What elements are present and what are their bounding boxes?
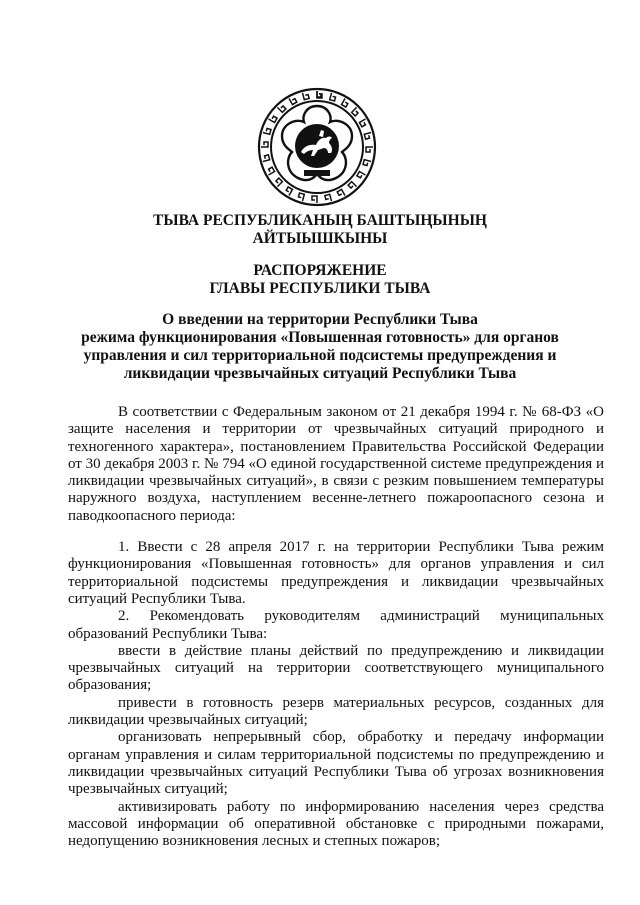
- preamble-paragraph: В соответствии с Федеральным законом от 21 декабря 1994 г. № 68-ФЗ «О защите населения и территории от чрезвычайных ситуаций природного и техногенного характера», постановлением Правительства Российской Федерации от 30 декабря 2003 г. № 794 «О единой государственной системе предупреждения и ликвидации чрезвычайных ситуаций», в связи с резким повышением температуры наружного воздуха, наступлением весенне-летнего пожароопасного сезона и паводкоопасного периода:: [68, 404, 604, 524]
- item-1-paragraph: 1. Ввести с 28 апреля 2017 г. на территории Республики Тыва режим функционирования «Повышенная готовность» для органов управления и сил территориальной подсистемы предупреждения и ликвидации чрезвычайных ситуаций Республики Тыва.: [68, 539, 604, 607]
- subitem-paragraph: ввести в действие планы действий по предупреждению и ликвидации чрезвычайных ситуаций на территории соответствующего муниципального образования;: [68, 642, 604, 694]
- order-heading-line1: РАСПОРЯЖЕНИЕ: [253, 262, 387, 279]
- title-line: О введении на территории Республики Тыва: [162, 311, 478, 328]
- tuvan-header: [0, 212, 640, 248]
- tuvan-header-line1: ТЫВА РЕСПУБЛИКАНЫҢ БАШТЫҢЫНЫҢ: [153, 212, 487, 229]
- title-line: режима функционирования «Повышенная готовность» для органов: [81, 329, 559, 346]
- title-line: ликвидации чрезвычайных ситуаций Республики Тыва: [123, 365, 517, 382]
- order-heading: [0, 262, 640, 298]
- emblem-icon: [256, 86, 378, 208]
- document-title: [0, 311, 640, 383]
- tuvan-header-line2: АЙТЫЫШКЫНЫ: [252, 230, 388, 247]
- item-2-paragraph: 2. Рекомендовать руководителям администраций муниципальных образований Республики Тыва:: [68, 608, 604, 642]
- subitem-paragraph: организовать непрерывный сбор, обработку и передачу информации органам управления и силам территориальной подсистемы по предупреждению и ликвидации чрезвычайных ситуаций Республики Тыва об угрозах возникновения чрезвычайных ситуаций;: [68, 729, 604, 798]
- document-body: [68, 404, 604, 850]
- coat-of-arms-emblem: [256, 86, 378, 208]
- order-heading-line2: ГЛАВЫ РЕСПУБЛИКИ ТЫВА: [209, 280, 431, 297]
- subitem-paragraph: привести в готовность резерв материальных ресурсов, созданных для ликвидации чрезвычайных ситуаций;: [68, 694, 604, 729]
- title-line: управления и сил территориальной подсистемы предупреждения и: [83, 347, 557, 364]
- subitem-paragraph: активизировать работу по информированию населения через средства массовой информации об оперативной обстановке с природными пожарами, недопущению возникновения лесных и степных пожаров;: [68, 798, 604, 850]
